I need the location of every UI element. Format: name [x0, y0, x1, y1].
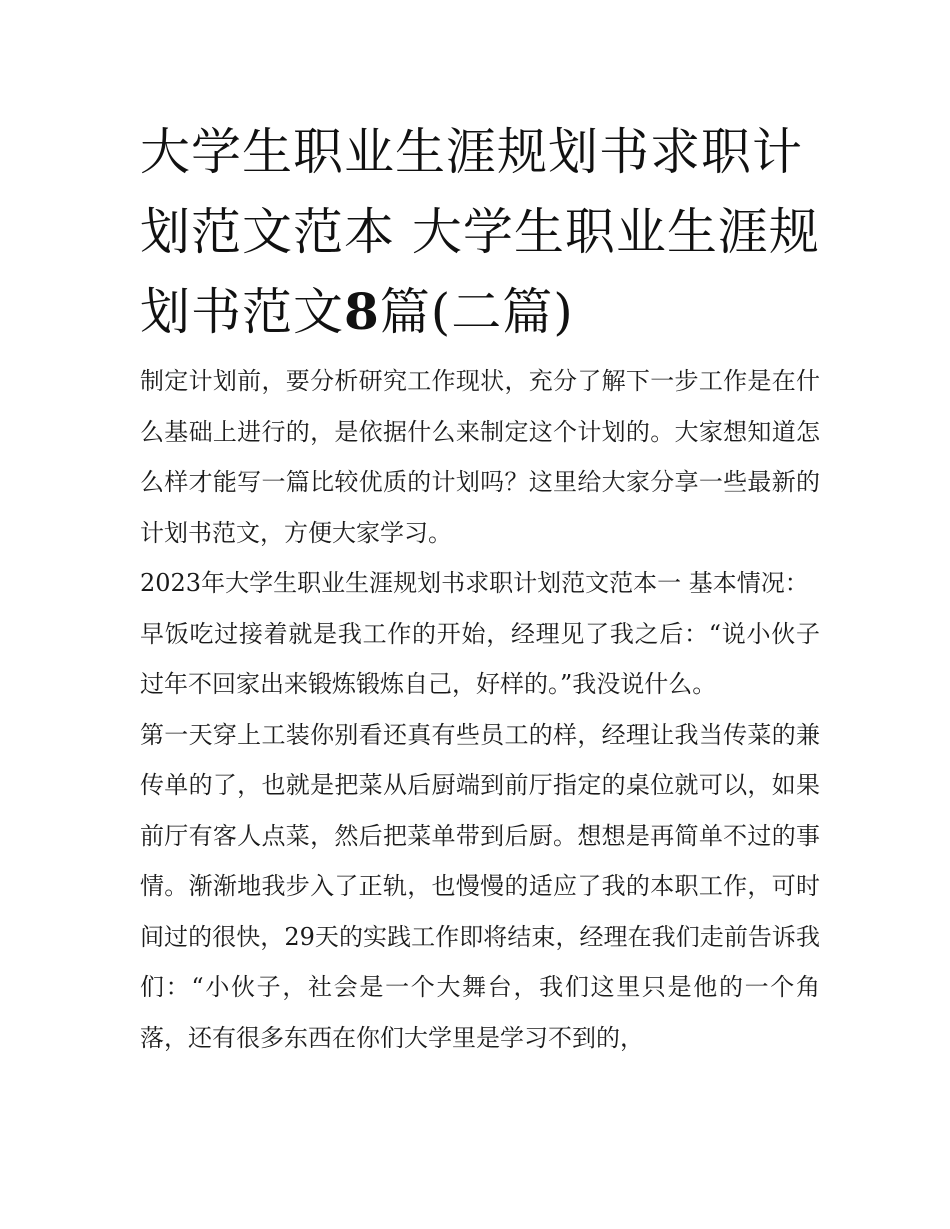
- document-body: [140, 356, 820, 1063]
- body-paragraph-1: 早饭吃过接着就是我工作的开始，经理见了我之后：“说小伙子过年不回家出来锻炼锻炼自己，好样的。”我没说什么。: [140, 619, 820, 698]
- title-suffix: 篇(二篇): [379, 283, 574, 341]
- document-title: [140, 112, 820, 352]
- section-heading-paragraph: 2023年大学生职业生涯规划书求职计划范文范本一 基本情况：: [140, 569, 809, 597]
- body-paragraph-2: 第一天穿上工装你别看还真有些员工的样，经理让我当传菜的兼传单的了，也就是把菜从后厨端到前厅指定的桌位就可以，如果前厅有客人点菜，然后把菜单带到后厨。想想是再简单不过的事情。渐渐地我步入了正轨，也慢慢的适应了我的本职工作，可时间过的很快，29天的实践工作即将结束，经理在我们走前告诉我们：“小伙子，社会是一个大舞台，我们这里只是他的一个角落，还有很多东西在你们大学里是学习不到的，: [140, 720, 820, 1052]
- intro-paragraph: 制定计划前，要分析研究工作现状，充分了解下一步工作是在什么基础上进行的，是依据什么来制定这个计划的。大家想知道怎么样才能写一篇比较优质的计划吗？这里给大家分享一些最新的计划书范文，方便大家学习。: [140, 367, 820, 547]
- title-number: 8: [344, 282, 380, 341]
- title-text: 大学生职业生涯规划书求职计划范文范本 大学生职业生涯规划书范文: [140, 123, 820, 341]
